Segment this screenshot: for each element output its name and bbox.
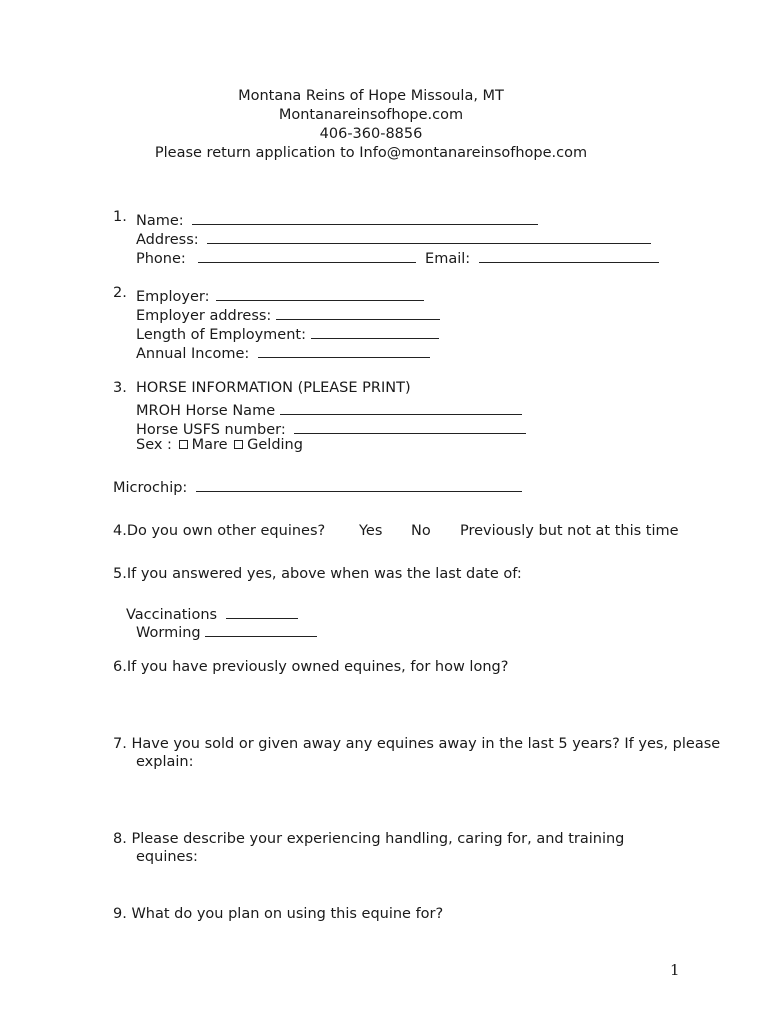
email-label: Email:: [425, 251, 471, 267]
org-phone: 406-360-8856: [319, 126, 423, 142]
q9-question: 9. What do you plan on using this equine for?: [113, 906, 444, 922]
horse-info-title: HORSE INFORMATION (PLEASE PRINT): [136, 380, 411, 396]
microchip-line[interactable]: [196, 476, 522, 492]
q4-previously-option[interactable]: Previously but not at this time: [460, 523, 679, 539]
q3-number: 3.: [113, 380, 127, 396]
return-instructions: Please return application to Info@montanareinsofhope.com: [154, 145, 588, 161]
q7-question-line1: 7. Have you sold or given away any equines away in the last 5 years? If yes, please: [113, 736, 721, 752]
vaccinations-line[interactable]: [226, 603, 298, 619]
employer-label: Employer:: [136, 289, 210, 305]
q7-question-line2: explain:: [136, 754, 194, 770]
gelding-checkbox[interactable]: [234, 440, 243, 449]
q6-question: 6.If you have previously owned equines, for how long?: [113, 659, 509, 675]
sex-label: Sex :: [136, 437, 172, 453]
address-field[interactable]: [136, 228, 651, 248]
employer-address-field[interactable]: [136, 304, 440, 324]
employment-length-field[interactable]: [136, 323, 439, 343]
email-line[interactable]: [479, 247, 659, 263]
worming-label: Worming: [136, 625, 201, 641]
name-field[interactable]: [136, 209, 538, 229]
vaccinations-field[interactable]: [126, 603, 298, 623]
mare-checkbox[interactable]: [179, 440, 188, 449]
horse-name-line[interactable]: [280, 399, 522, 415]
usfs-number-label: Horse USFS number:: [136, 422, 286, 438]
gelding-label: Gelding: [247, 437, 303, 453]
worming-line[interactable]: [205, 621, 317, 637]
horse-name-label: MROH Horse Name: [136, 403, 276, 419]
annual-income-label: Annual Income:: [136, 346, 250, 362]
q4-yes-option[interactable]: Yes: [359, 523, 383, 539]
employment-length-line[interactable]: [311, 323, 439, 339]
phone-line[interactable]: [198, 247, 416, 263]
org-website: Montanareinsofhope.com: [278, 107, 464, 123]
employer-line[interactable]: [216, 285, 424, 301]
annual-income-field[interactable]: [136, 342, 430, 362]
phone-email-row: [136, 247, 659, 267]
address-label: Address:: [136, 232, 199, 248]
mare-label: Mare: [191, 437, 228, 453]
address-line[interactable]: [207, 228, 651, 244]
worming-field[interactable]: [136, 621, 317, 641]
phone-label: Phone:: [136, 251, 186, 267]
horse-name-field[interactable]: [136, 399, 522, 419]
org-name: Montana Reins of Hope Missoula, MT: [238, 88, 504, 104]
employer-address-line[interactable]: [276, 304, 440, 320]
microchip-field[interactable]: [113, 476, 522, 496]
q8-question-line1: 8. Please describe your experiencing handling, caring for, and training: [113, 831, 625, 847]
employer-field[interactable]: [136, 285, 424, 305]
usfs-number-line[interactable]: [294, 418, 526, 434]
name-label: Name:: [136, 213, 184, 229]
q1-number: 1.: [113, 209, 127, 225]
q2-number: 2.: [113, 285, 127, 301]
q4-no-option[interactable]: No: [411, 523, 431, 539]
sex-row: [136, 437, 303, 453]
vaccinations-label: Vaccinations: [126, 607, 218, 623]
name-line[interactable]: [192, 209, 538, 225]
q4-question: 4.Do you own other equines?: [113, 523, 326, 539]
q8-question-line2: equines:: [136, 849, 198, 865]
usfs-number-field[interactable]: [136, 418, 526, 438]
page-number: 1: [670, 961, 680, 979]
annual-income-line[interactable]: [258, 342, 430, 358]
microchip-label: Microchip:: [113, 480, 188, 496]
q5-question: 5.If you answered yes, above when was the last date of:: [113, 566, 522, 582]
employer-address-label: Employer address:: [136, 308, 272, 324]
employment-length-label: Length of Employment:: [136, 327, 306, 343]
